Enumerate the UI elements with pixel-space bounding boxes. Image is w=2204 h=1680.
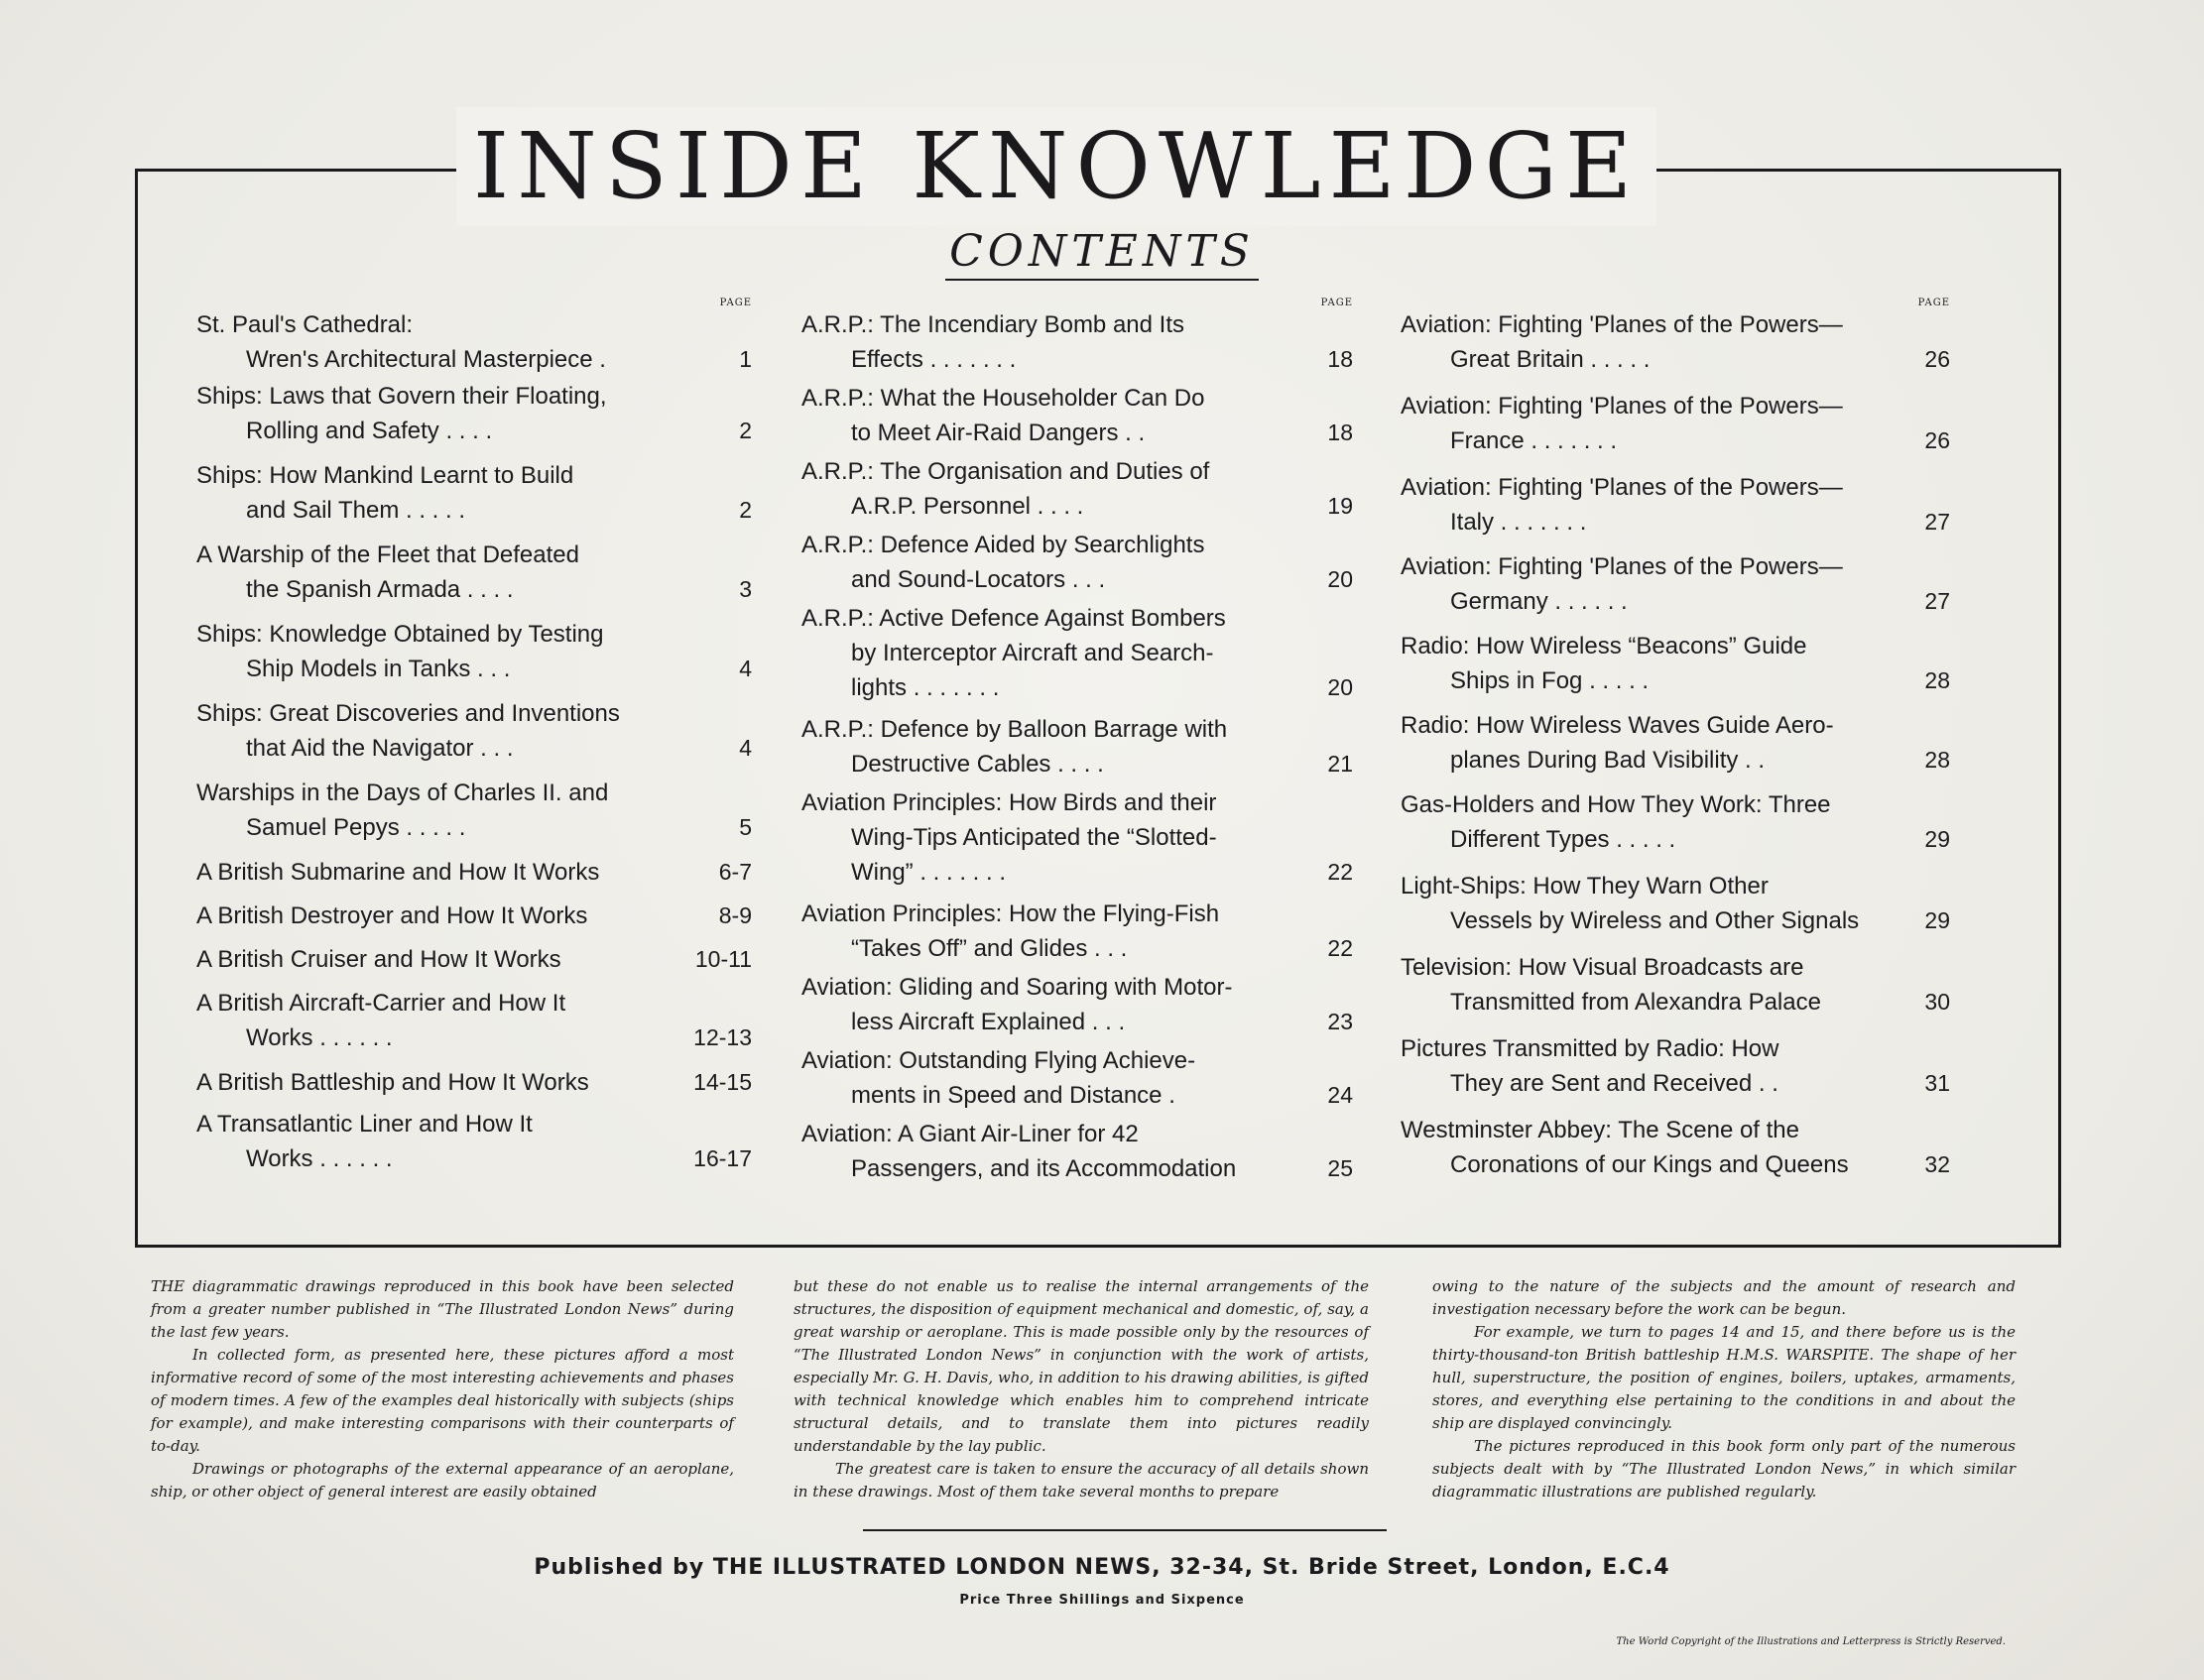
contents-entry	[801, 454, 1353, 524]
entry-title-line: A.R.P. Personnel . . . .	[851, 493, 1084, 520]
entry-page-number: 20	[1327, 566, 1353, 592]
contents-entry	[1401, 950, 1950, 1020]
entry-page-number: 24	[1327, 1082, 1353, 1108]
entry-title-line: less Aircraft Explained . . .	[851, 1009, 1126, 1035]
page-column-header: PAGE	[1320, 298, 1353, 308]
entry-page-number: 8-9	[718, 902, 752, 928]
entry-title-line: Aviation: Fighting 'Planes of the Powers—	[1401, 553, 1843, 580]
entry-title-line: and Sound-Locators . . .	[851, 566, 1106, 593]
entry-title-line: Aviation: Gliding and Soaring with Motor-	[801, 974, 1233, 1001]
entry-title-line: Passengers, and its Accommodation	[851, 1155, 1237, 1182]
entry-title-line: A British Submarine and How It Works	[196, 859, 600, 886]
contents-entry	[196, 855, 752, 890]
entry-title-line: Pictures Transmitted by Radio: How	[1401, 1035, 1779, 1062]
price-line: Price Three Shillings and Sixpence	[959, 1593, 1245, 1608]
publisher-line: Published by THE ILLUSTRATED LONDON NEWS, 32-34, St. Bride Street, London, E.C.4	[534, 1555, 1670, 1580]
contents-entry	[801, 897, 1353, 966]
entry-title-line: Aviation: A Giant Air-Liner for 42	[801, 1121, 1139, 1147]
entry-title-line: Aviation: Outstanding Flying Achieve-	[801, 1047, 1196, 1074]
entry-title-line: Ships: How Mankind Learnt to Build	[196, 462, 574, 489]
entry-title-line: A.R.P.: Defence Aided by Searchlights	[801, 532, 1205, 558]
entry-page-number: 16-17	[693, 1145, 752, 1171]
contents-entry	[801, 970, 1353, 1039]
entry-page-number: 3	[739, 576, 752, 602]
entry-title-line: A British Aircraft-Carrier and How It	[196, 990, 566, 1017]
intro-column-2	[794, 1275, 1369, 1503]
entry-page-number: 23	[1327, 1009, 1353, 1034]
entry-title-line: Radio: How Wireless Waves Guide Aero-	[1401, 712, 1834, 739]
entry-page-number: 20	[1327, 674, 1353, 700]
entry-title-line: and Sail Them . . . . .	[246, 497, 465, 524]
contents-heading	[0, 226, 2204, 277]
entry-page-number: 5	[739, 814, 752, 840]
entry-title-line: Aviation: Fighting 'Planes of the Powers—	[1401, 474, 1843, 501]
entry-title-line: planes During Bad Visibility . .	[1450, 747, 1766, 774]
entry-title-line: Aviation: Fighting 'Planes of the Powers—	[1401, 393, 1843, 420]
contents-entry	[801, 1117, 1353, 1186]
entry-title-line: Germany . . . . . .	[1450, 588, 1628, 615]
contents-entry	[196, 1107, 752, 1176]
entry-title-line: Works . . . . . .	[246, 1145, 393, 1172]
page-column-header: PAGE	[1917, 298, 1950, 308]
entry-page-number: 22	[1327, 859, 1353, 885]
entry-title-line: A.R.P.: The Organisation and Duties of	[801, 458, 1210, 485]
contents-entry	[801, 601, 1353, 705]
entry-title-line: Ships: Knowledge Obtained by Testing	[196, 621, 604, 648]
entry-title-line: A British Battleship and How It Works	[196, 1069, 589, 1096]
entry-page-number: 30	[1924, 989, 1950, 1015]
entry-page-number: 22	[1327, 935, 1353, 961]
entry-title-line: A Transatlantic Liner and How It	[196, 1111, 533, 1138]
entry-title-line: Wren's Architectural Masterpiece .	[246, 346, 606, 373]
entry-title-line: A Warship of the Fleet that Defeated	[196, 541, 579, 568]
entry-title-line: Ship Models in Tanks . . .	[246, 656, 511, 682]
entry-title-line: Transmitted from Alexandra Palace	[1450, 989, 1821, 1016]
entry-page-number: 21	[1327, 751, 1353, 777]
entry-title-line: Warships in the Days of Charles II. and	[196, 780, 609, 806]
intro-paragraph: THE diagrammatic drawings reproduced in this book have been selected from a greater number published in “The Illustrated London News” during the last few years.	[151, 1277, 734, 1341]
contents-entry	[1401, 389, 1950, 458]
contents-entry	[196, 458, 752, 528]
contents-entry	[1401, 549, 1950, 619]
entry-title-line: A.R.P.: What the Householder Can Do	[801, 385, 1205, 412]
entry-page-number: 10-11	[694, 946, 752, 972]
intro-paragraph: but these do not enable us to realise the internal arrangements of the structures, the disposition of equipment mechanical and domestic, of, say, a great warship or aeroplane. This is made possible only by the resources of “The Illustrated London News” in conjunction with the work of artists, especially Mr. G. H. Davis, who, in addition to his drawing abilities, is gifted with technical knowledge which enables him to comprehend intricate structural details, and to translate them into pictures readily understandable by the lay public.	[794, 1277, 1369, 1455]
intro-column-3	[1432, 1275, 2016, 1503]
intro-paragraph: owing to the nature of the subjects and the amount of research and investigation necessary before the work can be begun.	[1432, 1277, 2016, 1318]
entry-title-line: Coronations of our Kings and Queens	[1450, 1151, 1849, 1178]
entry-title-line: the Spanish Armada . . . .	[246, 576, 514, 603]
entry-page-number: 18	[1327, 346, 1353, 372]
intro-paragraph: In collected form, as presented here, these pictures afford a most informative record of some of the most interesting achievements and phases of modern times. A few of the examples deal historically with subjects (ships for example), and make interesting comparisons with their counterparts of to-day.	[151, 1346, 734, 1455]
entry-title-line: Wing-Tips Anticipated the “Slotted-	[851, 824, 1217, 851]
entry-title-line: Ships: Great Discoveries and Inventions	[196, 700, 620, 727]
entry-title-line: Effects . . . . . . .	[851, 346, 1017, 373]
page-column-header: PAGE	[719, 298, 752, 308]
entry-title-line: A British Cruiser and How It Works	[196, 946, 561, 973]
entry-title-line: France . . . . . . .	[1450, 427, 1618, 454]
entry-title-line: Samuel Pepys . . . . .	[246, 814, 466, 841]
contents-entry	[1401, 708, 1950, 778]
entry-page-number: 14-15	[693, 1069, 752, 1095]
contents-entry	[196, 538, 752, 607]
entry-page-number: 26	[1924, 427, 1950, 453]
entry-title-line: Ships: Laws that Govern their Floating,	[196, 383, 607, 410]
contents-entry	[1401, 869, 1950, 938]
entry-page-number: 29	[1924, 907, 1950, 933]
page-title: INSIDE KNOWLEDGE	[472, 113, 1641, 219]
entry-page-number: 28	[1924, 667, 1950, 693]
entry-page-number: 4	[739, 656, 752, 681]
contents-entry	[801, 785, 1353, 890]
entry-title-line: Light-Ships: How They Warn Other	[1401, 873, 1769, 900]
contents-heading-text: CONTENTS	[945, 226, 1259, 281]
intro-column-1	[151, 1275, 734, 1503]
contents-entry	[196, 986, 752, 1055]
entry-page-number: 4	[739, 735, 752, 761]
contents-entry	[1401, 1031, 1950, 1101]
entry-title-line: Television: How Visual Broadcasts are	[1401, 954, 1804, 981]
entry-title-line: Gas-Holders and How They Work: Three	[1401, 791, 1831, 818]
entry-page-number: 29	[1924, 826, 1950, 852]
title-block	[456, 107, 1656, 226]
entry-page-number: 2	[739, 418, 752, 443]
entry-title-line: Different Types . . . . .	[1450, 826, 1676, 853]
entry-title-line: Aviation Principles: How Birds and their	[801, 789, 1217, 816]
contents-entry	[1401, 629, 1950, 698]
entry-page-number: 6-7	[718, 859, 752, 885]
contents-entry	[196, 617, 752, 686]
entry-page-number: 32	[1924, 1151, 1950, 1177]
entry-page-number: 2	[739, 497, 752, 523]
contents-entry	[801, 381, 1353, 450]
entry-title-line: Radio: How Wireless “Beacons” Guide	[1401, 633, 1807, 660]
entry-page-number: 28	[1924, 747, 1950, 773]
copyright-notice: The World Copyright of the Illustrations and Letterpress is Strictly Reserved.	[1616, 1636, 2006, 1647]
contents-entry	[196, 776, 752, 845]
contents-entry	[1401, 1113, 1950, 1182]
entry-title-line: to Meet Air-Raid Dangers . .	[851, 420, 1146, 446]
entry-title-line: St. Paul's Cathedral:	[196, 311, 414, 338]
entry-title-line: A.R.P.: The Incendiary Bomb and Its	[801, 311, 1184, 338]
entry-title-line: Wing” . . . . . . .	[851, 859, 1007, 886]
contents-entry	[1401, 307, 1950, 377]
entry-title-line: Aviation Principles: How the Flying-Fish	[801, 900, 1220, 927]
entry-page-number: 27	[1924, 588, 1950, 614]
entry-title-line: Destructive Cables . . . .	[851, 751, 1104, 778]
entry-title-line: “Takes Off” and Glides . . .	[851, 935, 1128, 962]
entry-title-line: Vessels by Wireless and Other Signals	[1450, 907, 1860, 934]
entry-title-line: A.R.P.: Defence by Balloon Barrage with	[801, 716, 1228, 743]
entry-title-line: They are Sent and Received . .	[1450, 1070, 1778, 1097]
intro-paragraph: Drawings or photographs of the external appearance of an aeroplane, ship, or other object of general interest are easily obtained	[151, 1460, 734, 1500]
intro-paragraph: For example, we turn to pages 14 and 15, and there before us is the thirty-thousand-ton British battleship H.M.S. WARSPITE. The shape of her hull, superstructure, the position of engines, boilers, uptakes, armaments, stores, and everything else pertaining to the conditions in and about the ship are displayed convincingly.	[1432, 1323, 2016, 1432]
entry-title-line: Great Britain . . . . .	[1450, 346, 1651, 373]
entry-page-number: 25	[1327, 1155, 1353, 1181]
contents-entry	[1401, 470, 1950, 540]
contents-entry	[801, 528, 1353, 597]
contents-entry	[1401, 787, 1950, 857]
entry-page-number: 31	[1924, 1070, 1950, 1096]
contents-entry	[196, 1065, 752, 1100]
entry-title-line: Rolling and Safety . . . .	[246, 418, 493, 444]
entry-title-line: ments in Speed and Distance .	[851, 1082, 1175, 1109]
contents-entry	[801, 307, 1353, 377]
entry-title-line: Italy . . . . . . .	[1450, 509, 1587, 536]
entry-page-number: 1	[739, 346, 752, 372]
entry-page-number: 19	[1327, 493, 1353, 519]
contents-entry	[196, 307, 752, 377]
entry-page-number: 18	[1327, 420, 1353, 445]
entry-title-line: Aviation: Fighting 'Planes of the Powers—	[1401, 311, 1843, 338]
divider-rule	[863, 1529, 1387, 1531]
contents-entry	[801, 1043, 1353, 1113]
intro-paragraph: The pictures reproduced in this book form only part of the numerous subjects dealt with by “The Illustrated London News,” in which similar diagrammatic illustrations are published regularly.	[1432, 1437, 2016, 1500]
entry-title-line: by Interceptor Aircraft and Search-	[851, 640, 1214, 666]
contents-entry	[196, 942, 752, 977]
entry-title-line: Westminster Abbey: The Scene of the	[1401, 1117, 1799, 1143]
contents-entry	[196, 379, 752, 448]
entry-title-line: Ships in Fog . . . . .	[1450, 667, 1650, 694]
entry-title-line: that Aid the Navigator . . .	[246, 735, 514, 762]
entry-title-line: A British Destroyer and How It Works	[196, 902, 588, 929]
entry-title-line: lights . . . . . . .	[851, 674, 1000, 701]
contents-entry	[801, 712, 1353, 781]
entry-page-number: 26	[1924, 346, 1950, 372]
contents-entry	[196, 899, 752, 933]
entry-page-number: 12-13	[693, 1024, 752, 1050]
entry-page-number: 27	[1924, 509, 1950, 535]
entry-title-line: Works . . . . . .	[246, 1024, 393, 1051]
contents-entry	[196, 696, 752, 766]
entry-title-line: A.R.P.: Active Defence Against Bombers	[801, 605, 1226, 632]
intro-paragraph: The greatest care is taken to ensure the accuracy of all details shown in these drawings. Most of them take several months to prepare	[794, 1460, 1369, 1500]
